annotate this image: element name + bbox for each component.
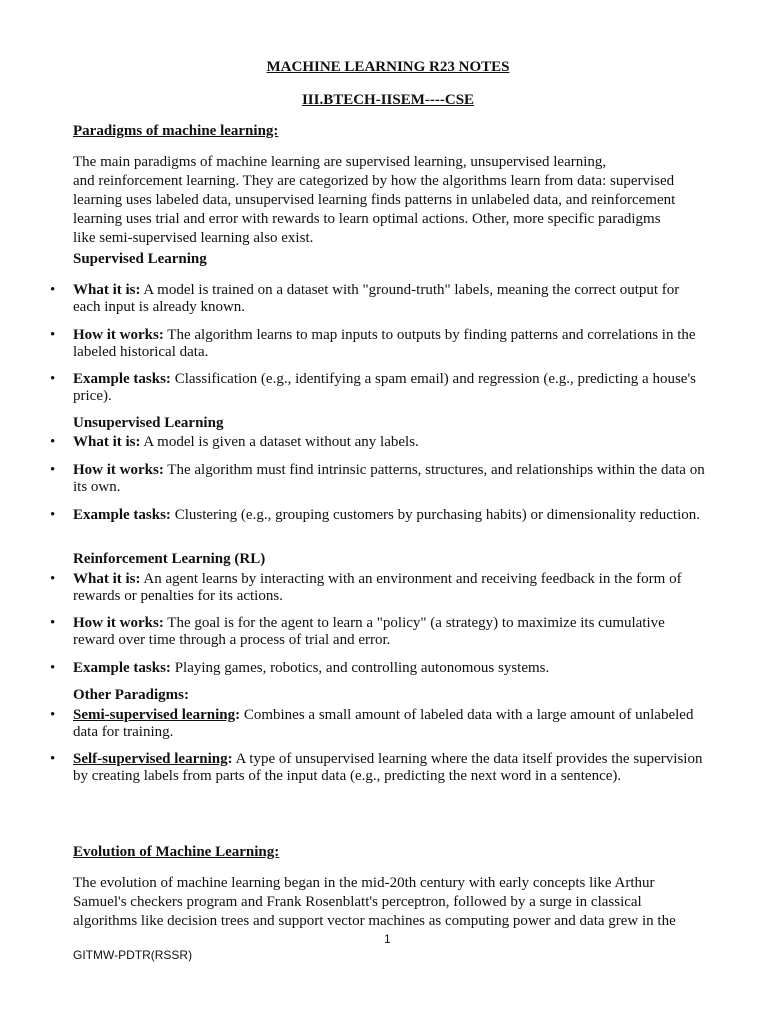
intro-line: learning uses labeled data, unsupervised learning finds patterns in unlabeled data, and reinforcement	[73, 192, 676, 208]
other-paradigms-heading: Other Paradigms:	[73, 687, 189, 703]
reinforcement-heading: Reinforcement Learning (RL)	[73, 551, 266, 567]
evolution-line: algorithms like decision trees and support vector machines as computing power and data grew in the	[73, 913, 676, 929]
list-item	[73, 371, 709, 405]
item-label: What it is:	[73, 282, 141, 298]
item-label: Example tasks:	[73, 371, 171, 387]
item-label: Example tasks:	[73, 507, 171, 523]
item-text: Classification (e.g., identifying a spam email) and regression (e.g., predicting a house's price).	[73, 371, 696, 404]
item-text: The algorithm must find intrinsic patterns, structures, and relationships within the data on its own.	[73, 462, 705, 495]
list-item	[73, 327, 709, 361]
list-item	[73, 707, 709, 741]
list-item	[73, 571, 709, 605]
document-title: MACHINE LEARNING R23 NOTES	[266, 59, 510, 75]
list-item	[73, 751, 709, 785]
evolution-line: Samuel's checkers program and Frank Rosenblatt's perceptron, followed by a surge in classical	[73, 894, 642, 910]
list-item	[73, 615, 709, 649]
list-item	[73, 507, 709, 524]
item-label: How it works:	[73, 615, 164, 631]
paradigms-heading: Paradigms of machine learning:	[73, 123, 279, 139]
paradigms-intro	[73, 153, 713, 248]
item-text: Combines a small amount of labeled data with a large amount of unlabeled data for training.	[73, 707, 694, 740]
list-item	[73, 282, 709, 316]
list-item	[73, 434, 709, 451]
item-label: Semi-supervised learning	[73, 707, 236, 723]
item-label: How it works:	[73, 327, 164, 343]
item-separator: :	[227, 751, 233, 767]
item-label: Example tasks:	[73, 660, 171, 676]
evolution-paragraph	[73, 874, 713, 931]
item-text: A model is given a dataset without any labels.	[140, 434, 419, 450]
supervised-heading: Supervised Learning	[73, 251, 207, 267]
list-item	[73, 462, 709, 496]
item-label: What it is:	[73, 434, 141, 450]
item-text: A type of unsupervised learning where the data itself provides the supervision by creating labels from parts of the input data (e.g., predicting the next word in a sentence).	[73, 751, 703, 784]
intro-line: learning uses trial and error with rewards to learn optimal actions. Other, more specific paradigms	[73, 211, 661, 227]
item-text: The algorithm learns to map inputs to outputs by finding patterns and correlations in the labeled historical data.	[73, 327, 696, 360]
item-text: A model is trained on a dataset with "ground-truth" labels, meaning the correct output for each input is already known.	[73, 282, 680, 315]
item-label: How it works:	[73, 462, 164, 478]
intro-line: The main paradigms of machine learning are supervised learning, unsupervised learning,	[73, 154, 607, 170]
intro-line: and reinforcement learning. They are categorized by how the algorithms learn from data: supervised	[73, 173, 675, 189]
page-number: 1	[384, 932, 391, 946]
document-subtitle: III.BTECH-IISEM----CSE	[301, 92, 475, 108]
item-label: What it is:	[73, 571, 141, 587]
item-text: Clustering (e.g., grouping customers by purchasing habits) or dimensionality reduction.	[170, 507, 701, 523]
item-text: Playing games, robotics, and controlling autonomous systems.	[170, 660, 550, 676]
intro-line: like semi-supervised learning also exist.	[73, 230, 314, 246]
unsupervised-heading: Unsupervised Learning	[73, 415, 224, 431]
item-label: Self-supervised learning	[73, 751, 228, 767]
list-item	[73, 660, 709, 677]
evolution-heading: Evolution of Machine Learning:	[73, 844, 280, 860]
evolution-line: The evolution of machine learning began in the mid-20th century with early concepts like Arthur	[73, 875, 655, 891]
page-footer: GITMW-PDTR(RSSR)	[73, 948, 193, 962]
item-text: The goal is for the agent to learn a "policy" (a strategy) to maximize its cumulative reward over time through a process of trial and error.	[73, 615, 665, 648]
item-text: An agent learns by interacting with an environment and receiving feedback in the form of rewards or penalties for its actions.	[73, 571, 682, 604]
item-separator: :	[235, 707, 241, 723]
